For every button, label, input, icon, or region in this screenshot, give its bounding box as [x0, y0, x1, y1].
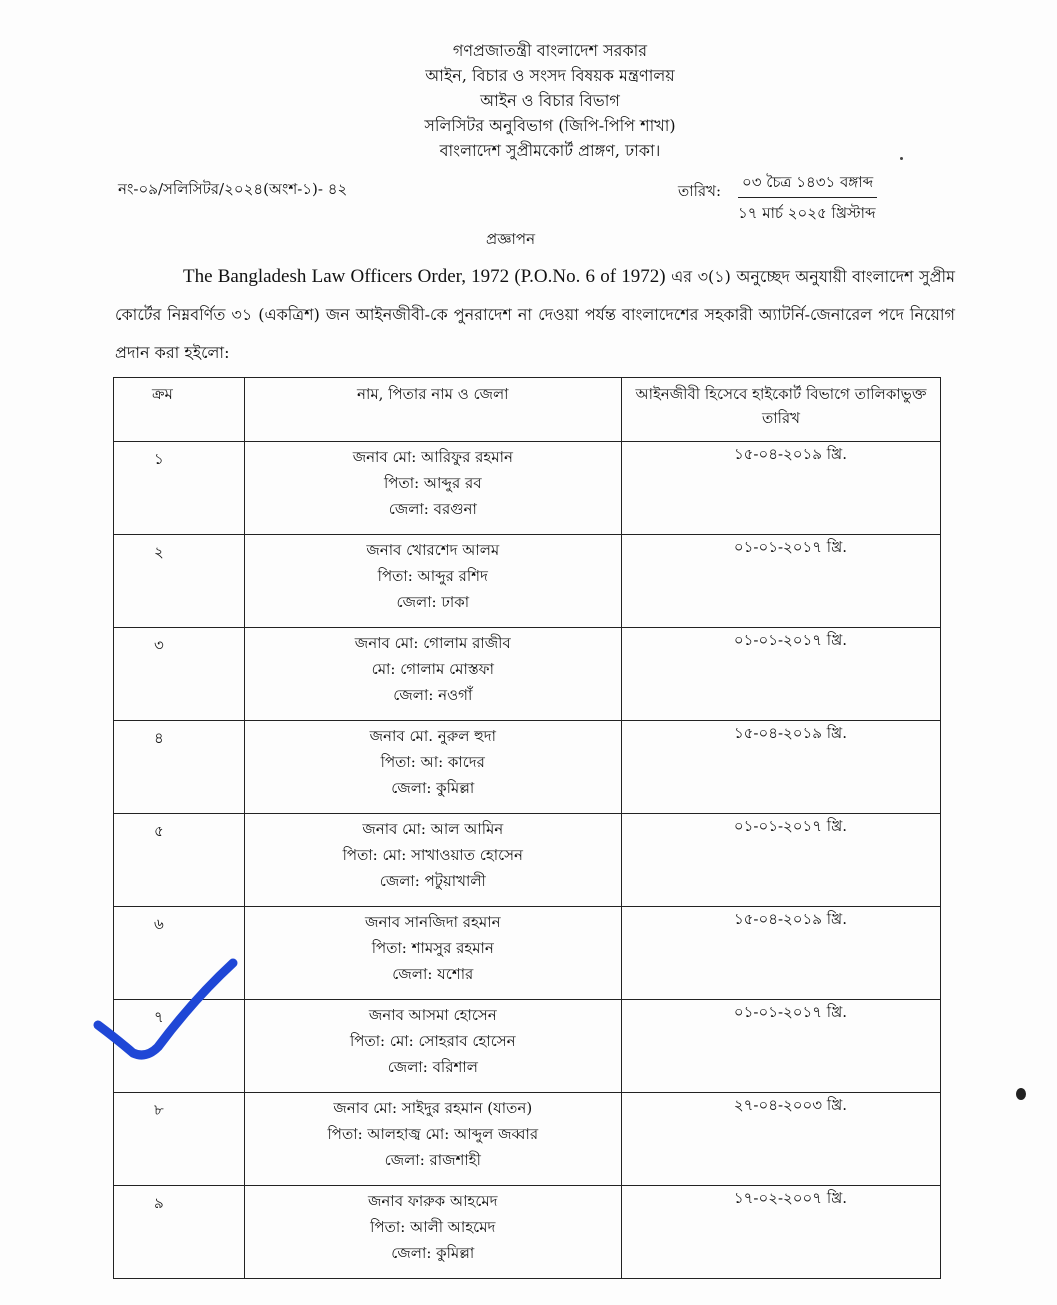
ink-dot	[1016, 1088, 1026, 1100]
district: জেলা: বরিশাল	[387, 1058, 478, 1076]
row-date: ১৭-০২-২০০৭ খ্রি.	[621, 1186, 940, 1279]
appointee-name: জনাব সানজিদা রহমান	[365, 913, 501, 931]
row-date: ১৫-০৪-২০১৯ খ্রি.	[621, 721, 940, 814]
row-name-cell	[244, 1000, 621, 1093]
row-serial: ১	[114, 442, 245, 535]
appointee-name: জনাব মো: গোলাম রাজীব	[354, 634, 511, 652]
header-serial: ক্রম	[114, 378, 245, 442]
row-serial: ৩	[114, 628, 245, 721]
table-row	[114, 442, 941, 535]
row-name-cell	[244, 442, 621, 535]
row-serial: ৯	[114, 1186, 245, 1279]
father-name: পিতা: মো: সোহরাব হোসেন	[349, 1032, 516, 1050]
notice-title: প্রজ্ঞাপন	[486, 230, 536, 248]
row-name-cell	[244, 628, 621, 721]
father-name: পিতা: আলহাজ্ব মো: আব্দুল জব্বার	[327, 1125, 539, 1143]
row-serial: ২	[114, 535, 245, 628]
row-date: ১৫-০৪-২০১৯ খ্রি.	[621, 442, 940, 535]
father-name: পিতা: আলী আহমেদ	[370, 1218, 496, 1236]
notice-body	[115, 258, 955, 372]
table-row	[114, 721, 941, 814]
row-name-cell	[244, 1186, 621, 1279]
district: জেলা: কুমিল্লা	[391, 1244, 475, 1262]
row-name-cell	[244, 907, 621, 1000]
district: জেলা: কুমিল্লা	[391, 779, 475, 797]
district: জেলা: যশোর	[392, 965, 474, 983]
father-name: মো: গোলাম মোস্তফা	[371, 660, 494, 678]
row-serial: ৫	[114, 814, 245, 907]
district: জেলা: ঢাকা	[396, 593, 470, 611]
letterhead	[300, 38, 800, 163]
row-name-cell	[244, 721, 621, 814]
district: জেলা: রাজশাহী	[384, 1151, 481, 1169]
checkmark-icon	[88, 955, 248, 1075]
notice-body-text: এর ৩(১) অনুচ্ছেদ অনুযায়ী বাংলাদেশ সুপ্রীম কোর্টের নিম্নবর্ণিত ৩১ (একত্রিশ) জন আইনজীবী-কে পুনরাদেশ না দেওয়া পর্যন্ত বাংলাদেশের সহকারী অ্যাটর্নি-জেনারেল পদে নিয়োগ প্রদান করা হইলো:	[115, 267, 955, 362]
appointee-name: জনাব ফারুক আহমেদ	[368, 1192, 498, 1210]
appointee-name: জনাব মো: সাইদুর রহমান (যাতন)	[333, 1099, 533, 1117]
row-name-cell	[244, 814, 621, 907]
district: জেলা: পটুয়াখালী	[379, 872, 486, 890]
date-english: ১৭ মার্চ ২০২৫ খ্রিস্টাব্দ	[738, 204, 876, 222]
table-row	[114, 628, 941, 721]
appointee-name: জনাব মো: আরিফুর রহমান	[352, 448, 513, 466]
row-serial: ৪	[114, 721, 245, 814]
header-enrolment-date: আইনজীবী হিসেবে হাইকোর্ট বিভাগে তালিকাভুক্ত তারিখ	[621, 378, 940, 442]
row-date: ০১-০১-২০১৭ খ্রি.	[621, 814, 940, 907]
table-row	[114, 1093, 941, 1186]
row-date: ০১-০১-২০১৭ খ্রি.	[621, 1000, 940, 1093]
table-header-row	[114, 378, 941, 442]
order-reference: The Bangladesh Law Officers Order, 1972 (P.O.No. 6 of 1972)	[183, 266, 666, 287]
header-ministry: আইন, বিচার ও সংসদ বিষয়ক মন্ত্রণালয়	[425, 66, 675, 85]
father-name: পিতা: আব্দুর রশিদ	[377, 567, 488, 585]
father-name: পিতা: আব্দুর রব	[384, 474, 482, 492]
row-date: ০১-০১-২০১৭ খ্রি.	[621, 535, 940, 628]
memo-number: নং-০৯/সলিসিটর/২০২৪(অংশ-১)- ৪২	[118, 180, 348, 198]
row-serial: ৭	[114, 1000, 245, 1093]
district: জেলা: বরগুনা	[388, 500, 477, 518]
date-bangla: ০৩ চৈত্র ১৪৩১ বঙ্গাব্দ	[738, 167, 877, 198]
header-name: নাম, পিতার নাম ও জেলা	[244, 378, 621, 442]
header-government: গণপ্রজাতন্ত্রী বাংলাদেশ সরকার	[452, 41, 648, 60]
row-date: ০১-০১-২০১৭ খ্রি.	[621, 628, 940, 721]
memo-date	[738, 167, 877, 228]
row-name-cell	[244, 1093, 621, 1186]
appointee-name: জনাব আসমা হোসেন	[368, 1006, 497, 1024]
father-name: পিতা: মো: সাখাওয়াত হোসেন	[342, 846, 523, 864]
appointee-name: জনাব মো. নুরুল হুদা	[369, 727, 496, 745]
row-serial: ৮	[114, 1093, 245, 1186]
header-wing: সলিসিটর অনুবিভাগ (জিপি-পিপি শাখা)	[424, 116, 676, 135]
district: জেলা: নওগাঁ	[393, 686, 473, 704]
appointee-name: জনাব মো: আল আমিন	[362, 820, 504, 838]
scan-speck	[900, 157, 903, 160]
header-address: বাংলাদেশ সুপ্রীমকোর্ট প্রাঙ্গণ, ঢাকা।	[439, 141, 661, 160]
row-date: ২৭-০৪-২০০৩ খ্রি.	[621, 1093, 940, 1186]
row-name-cell	[244, 535, 621, 628]
father-name: পিতা: আ: কাদের	[380, 753, 485, 771]
father-name: পিতা: শামসুর রহমান	[371, 939, 494, 957]
header-division: আইন ও বিচার বিভাগ	[480, 91, 620, 110]
table-row	[114, 814, 941, 907]
appointee-name: জনাব খোরশেদ আলম	[366, 541, 500, 559]
table-row	[114, 1186, 941, 1279]
row-date: ১৫-০৪-২০১৯ খ্রি.	[621, 907, 940, 1000]
row-serial: ৬	[114, 907, 245, 1000]
appointees-table	[113, 377, 941, 1279]
table-row	[114, 535, 941, 628]
date-label: তারিখ:	[678, 182, 722, 200]
